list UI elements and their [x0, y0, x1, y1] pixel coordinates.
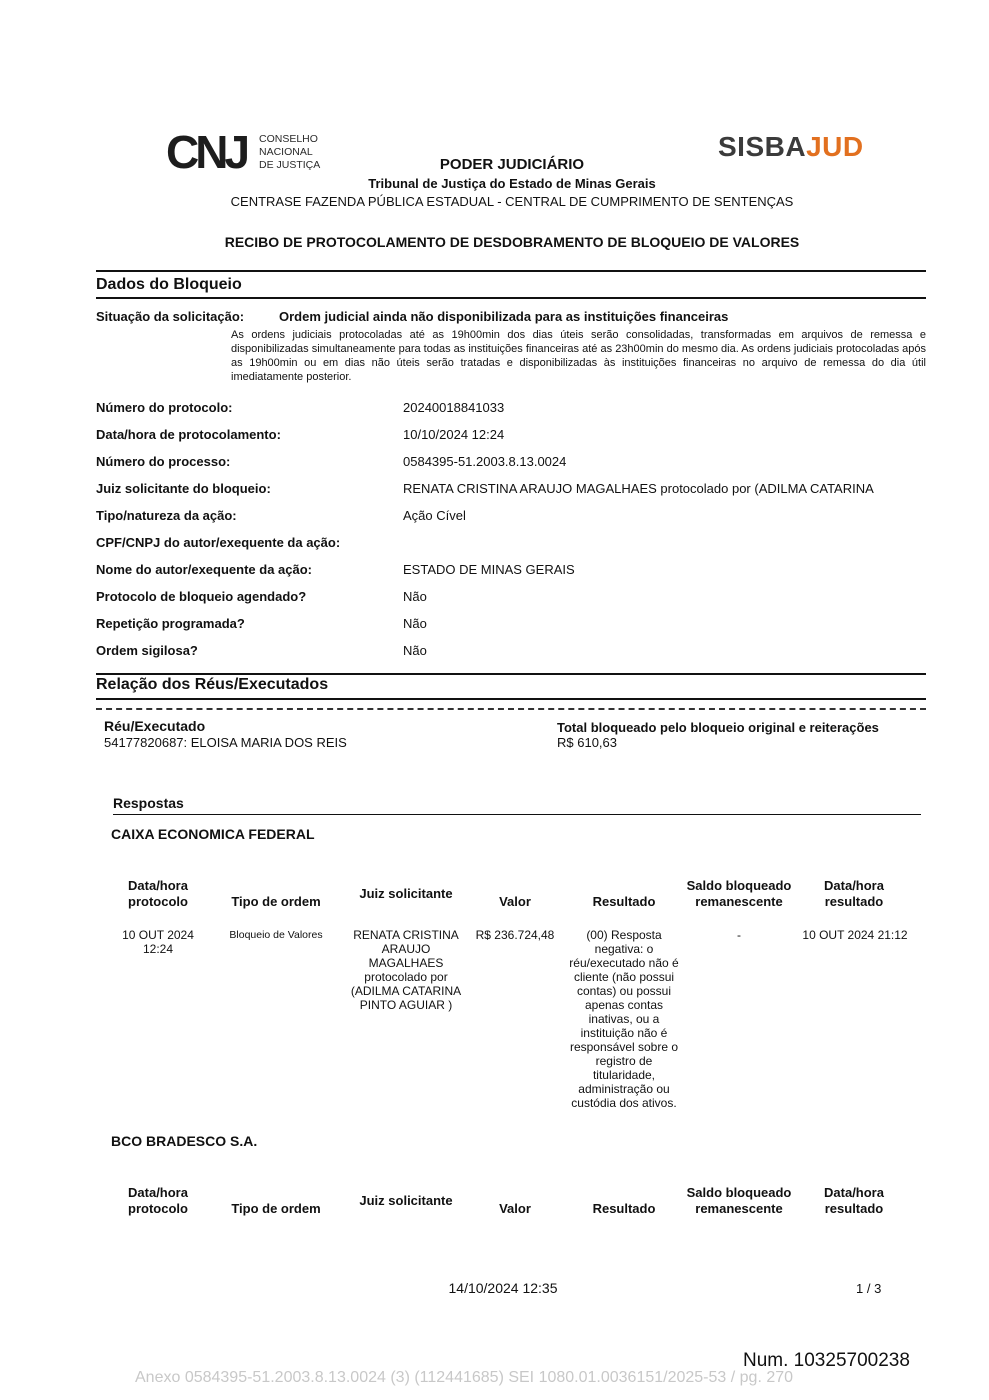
column-header-saldo	[680, 878, 798, 910]
divider	[96, 673, 926, 675]
column-header-line: Saldo bloqueado	[686, 1185, 792, 1200]
field-label: Tipo/natureza da ação:	[96, 508, 237, 523]
reu-header: Réu/Executado	[104, 718, 206, 734]
cell-resultado: (00) Resposta negativa: o réu/executado não é cliente (não possui contas) ou possui apenas contas inativas, ou a instituição não é responsável sobre o registro de titularidade, administração ou custódia dos ativos.	[569, 928, 679, 1110]
cell-saldo: -	[737, 928, 741, 942]
header-line-1: PODER JUDICIÁRIO	[439, 156, 585, 173]
column-header-line: Data/hora	[824, 1185, 884, 1200]
divider	[96, 698, 926, 700]
section-title-reus: Relação dos Réus/Executados	[96, 676, 329, 693]
column-header-line: remanescente	[695, 1201, 783, 1216]
cnj-line-3: DE JUSTIÇA	[259, 159, 321, 171]
field-value: Não	[403, 643, 427, 658]
cell-data-resultado: 10 OUT 2024 21:12	[802, 928, 908, 942]
column-header-line: remanescente	[695, 894, 783, 909]
cell-juiz: RENATA CRISTINA ARAUJO MAGALHAES protocolado por (ADILMA CATARINA PINTO AGUIAR )	[350, 928, 462, 1012]
divider	[96, 270, 926, 272]
cnj-line-2: NACIONAL	[259, 146, 313, 158]
header-line-2: Tribunal de Justiça do Estado de Minas Gerais	[368, 176, 656, 191]
cell-protocolo: 10 OUT 2024 12:24	[122, 928, 194, 956]
column-header-protocolo	[110, 1185, 206, 1217]
document-number: Num. 10325700238	[743, 1350, 910, 1371]
annex-watermark: Anexo 0584395-51.2003.8.13.0024 (3) (112441685) SEI 1080.01.0036151/2025-53 / pg. 270	[135, 1369, 794, 1386]
column-header-resultado: Resultado	[592, 894, 656, 909]
bank-name: CAIXA ECONOMICA FEDERAL	[111, 826, 315, 842]
field-label: Nome do autor/exequente da ação:	[96, 562, 312, 577]
cell-tipo: Bloqueio de Valores	[229, 929, 323, 941]
column-header-tipo: Tipo de ordem	[231, 894, 321, 909]
field-label: Data/hora de protocolamento:	[96, 427, 281, 442]
situacao-note: As ordens judiciais protocoladas até as 19h00min dos dias úteis serão consolidadas, transformadas em arquivos de remessa e disponibilizadas simultaneamente para todas as instituições financeiras até as 23h00min do mesmo dia. As ordens judiciais protocoladas após as 19h00min ou em dias não úteis serão tratadas e disponibilizadas às instituições financeiras no arquivo de remessa do dia útil imediatamente posterior.	[231, 329, 926, 383]
situacao-value: Ordem judicial ainda não disponibilizada para as instituições financeiras	[279, 309, 729, 324]
page-indicator: 1 / 3	[856, 1281, 882, 1296]
divider	[96, 297, 926, 299]
column-header-juiz: Juiz solicitante	[359, 1193, 453, 1208]
cnj-line-1: CONSELHO	[259, 133, 318, 145]
field-value: Não	[403, 589, 427, 604]
dashed-divider	[96, 708, 926, 710]
column-header-line: Data/hora	[128, 878, 188, 893]
total-header: Total bloqueado pelo bloqueio original e reiterações	[557, 720, 879, 735]
cell-valor: R$ 236.724,48	[475, 928, 555, 942]
sisbajud-logo-left: SISBA	[718, 131, 807, 162]
field-value: RENATA CRISTINA ARAUJO MAGALHAES protocolado por (ADILMA CATARINA	[403, 481, 874, 496]
respostas-title: Respostas	[113, 795, 184, 811]
column-header-line: protocolo	[128, 894, 188, 909]
bank-name: BCO BRADESCO S.A.	[111, 1133, 258, 1149]
column-header-resultado: Resultado	[592, 1201, 656, 1216]
section-title-dados: Dados do Bloqueio	[96, 276, 242, 293]
column-header-data-resultado	[806, 878, 902, 910]
total-value: R$ 610,63	[557, 735, 617, 750]
column-header-line: Saldo bloqueado	[686, 878, 792, 893]
column-header-line: resultado	[824, 894, 884, 909]
printed-date: 14/10/2024 12:35	[448, 1280, 558, 1296]
field-label: Juiz solicitante do bloqueio:	[96, 481, 271, 496]
cnj-logo-mark: CNJ	[166, 126, 247, 178]
reu-value: 54177820687: ELOISA MARIA DOS REIS	[104, 735, 347, 750]
field-value: 10/10/2024 12:24	[403, 427, 505, 442]
header-line-3: CENTRASE FAZENDA PÚBLICA ESTADUAL - CENTRAL DE CUMPRIMENTO DE SENTENÇAS	[230, 194, 794, 209]
field-label: Repetição programada?	[96, 616, 245, 631]
field-label: CPF/CNPJ do autor/exequente da ação:	[96, 535, 341, 550]
document-title: RECIBO DE PROTOCOLAMENTO DE DESDOBRAMENTO DE BLOQUEIO DE VALORES	[224, 234, 800, 250]
field-label: Número do protocolo:	[96, 400, 233, 415]
column-header-valor: Valor	[499, 1201, 531, 1216]
field-value: 0584395-51.2003.8.13.0024	[403, 454, 567, 469]
column-header-juiz: Juiz solicitante	[359, 886, 453, 901]
field-value: 20240018841033	[403, 400, 505, 415]
field-value: ESTADO DE MINAS GERAIS	[403, 562, 575, 577]
column-header-line: Data/hora	[824, 878, 884, 893]
divider	[113, 814, 921, 815]
column-header-line: resultado	[824, 1201, 884, 1216]
column-header-data-resultado	[806, 1185, 902, 1217]
column-header-valor: Valor	[499, 894, 531, 909]
sisbajud-logo-right: JUD	[806, 131, 864, 162]
column-header-protocolo	[110, 878, 206, 910]
column-header-saldo	[680, 1185, 798, 1217]
column-header-line: Data/hora	[128, 1185, 188, 1200]
column-header-line: protocolo	[128, 1201, 188, 1216]
field-label: Protocolo de bloqueio agendado?	[96, 589, 307, 604]
field-label: Ordem sigilosa?	[96, 643, 198, 658]
field-value: Ação Cível	[403, 508, 466, 523]
field-value: Não	[403, 616, 427, 631]
field-label: Número do processo:	[96, 454, 231, 469]
situacao-label: Situação da solicitação:	[96, 309, 245, 324]
column-header-tipo: Tipo de ordem	[231, 1201, 321, 1216]
